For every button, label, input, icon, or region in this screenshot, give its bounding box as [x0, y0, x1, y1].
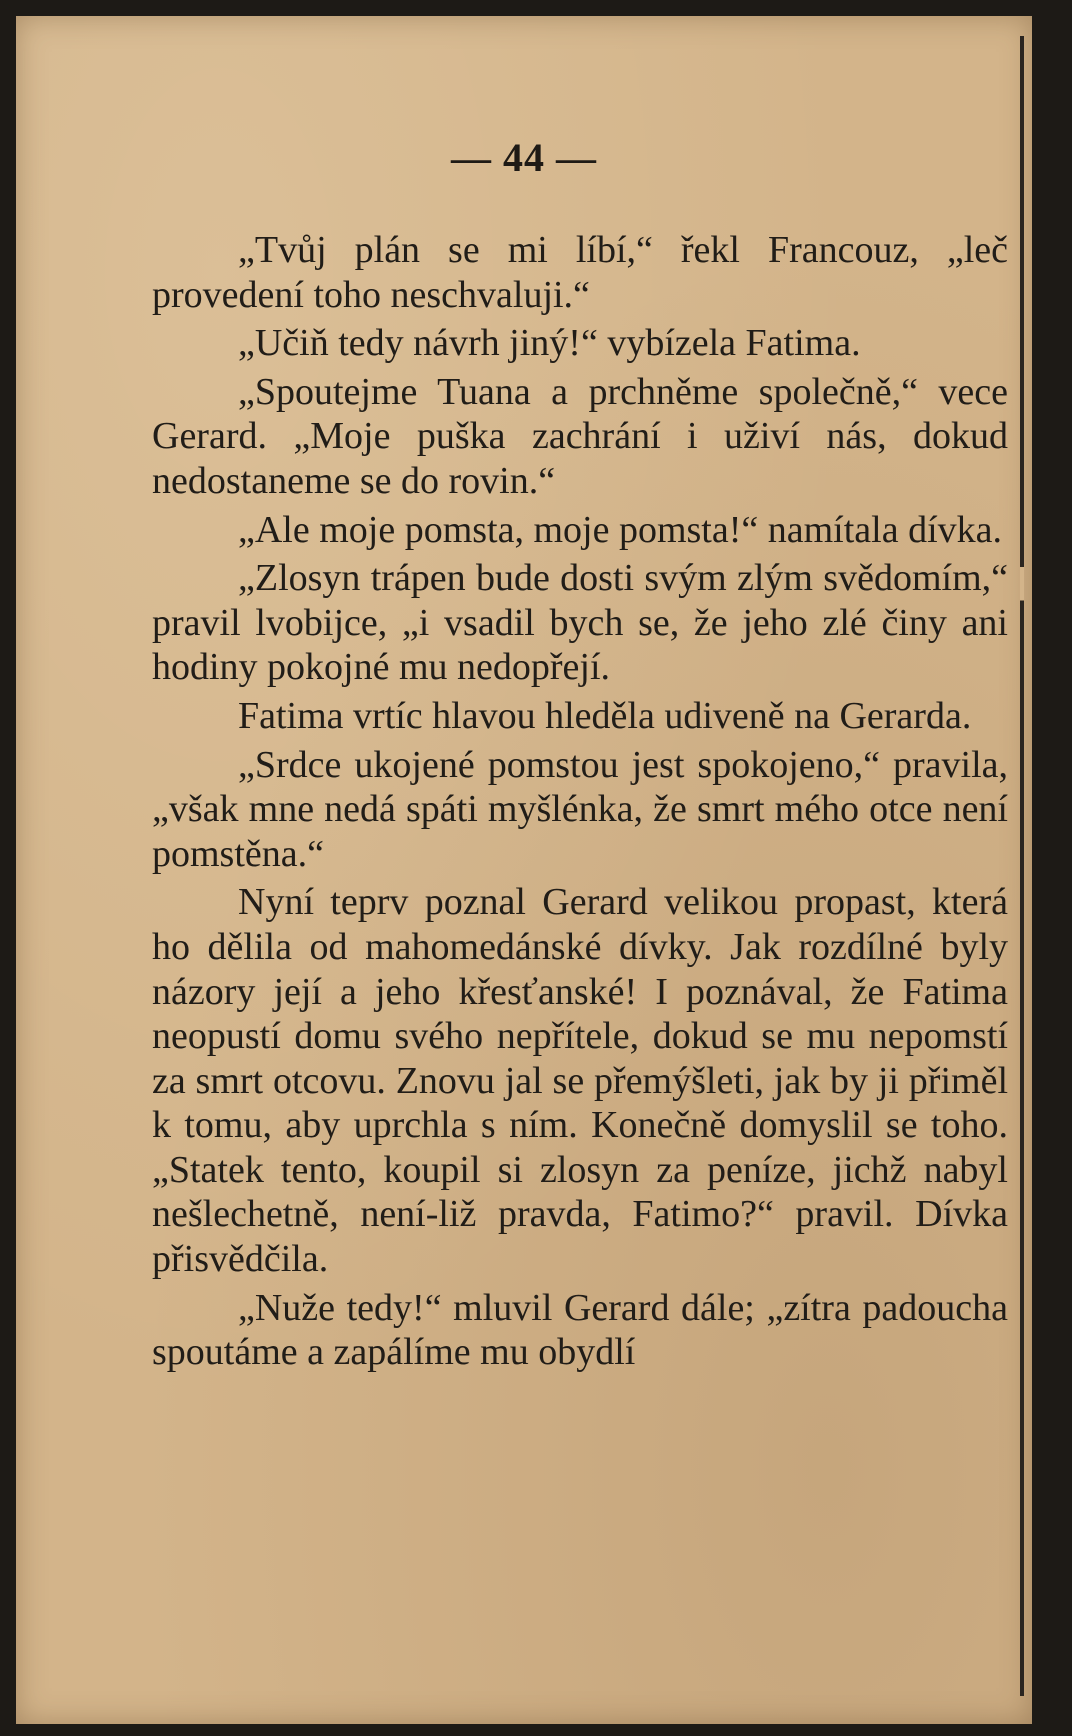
paragraph-2: „Učiň tedy návrh jiný!“ vybízela Fatima.	[238, 322, 861, 365]
paragraph-7: „Srdce ukojené pomstou jest spokojeno,“ pravila, „však mne nedá spáti myšlénka, že smrt mého otce není pomstěna.“	[152, 743, 1008, 875]
paragraph-5: „Zlosyn trápen bude dosti svým zlým svědomím,“ pravil lvobijce, „i vsadil bych se, že jeho zlé činy ani hodiny pokojné mu nedopřejí.	[152, 557, 1008, 689]
page-number: — 44 —	[451, 135, 597, 180]
paragraph-3: „Spoutejme Tuana a prchněme společně,“ vece Gerard. „Moje puška zachrání i uživí nás, dokud nedostaneme se do rovin.“	[152, 370, 1008, 502]
page-edge-shadow	[1020, 36, 1024, 1696]
paragraph-8: Nyní teprv poznal Gerard velikou propast, která ho dělila od mahomedánské dívky. Jak rozdílné byly názory její a jeho křesťanské! I poznával, že Fatima neopustí domu svého nepřítele, dokud se mu nepomstí za smrt otcovu. Znovu jal se přemýšleti, jak by ji přiměl k tomu, aby uprchla s ním. Konečně domyslil se toho. „Statek tento, koupil si zlosyn za peníze, jichž nabyl nešlechetně, není-liž pravda, Fatimo?“ pravil. Dívka přisvědčila.	[152, 881, 1008, 1281]
paragraph-4: „Ale moje pomsta, moje pomsta!“ namítala dívka.	[238, 508, 1003, 551]
body-text	[152, 228, 1008, 1379]
paragraph-9: „Nuže tedy!“ mluvil Gerard dále; „zítra padoucha spoutáme a zapálíme mu obydlí	[152, 1286, 1008, 1374]
book-page	[16, 16, 1032, 1724]
paragraph-6: Fatima vrtíc hlavou hleděla udiveně na Gerarda.	[238, 694, 972, 737]
paragraph-1: „Tvůj plán se mi líbí,“ řekl Francouz, „leč provedení toho neschvaluji.“	[152, 229, 1008, 316]
